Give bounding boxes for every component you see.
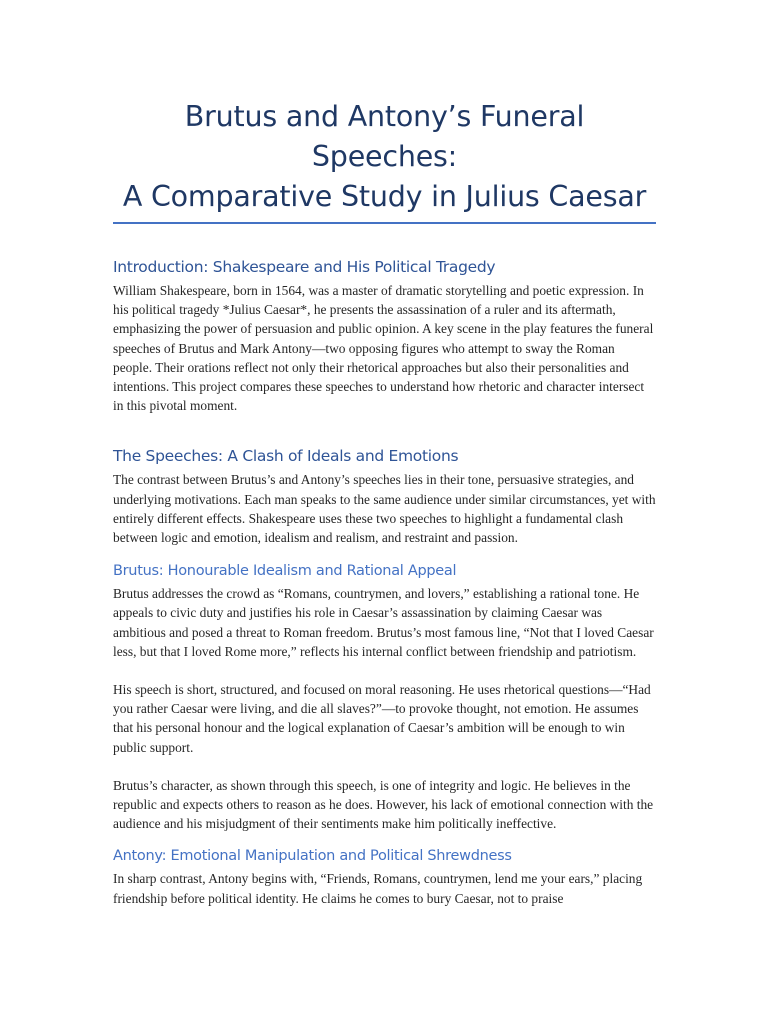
heading-speeches: The Speeches: A Clash of Ideals and Emotions — [113, 447, 459, 466]
subheading-brutus: Brutus: Honourable Idealism and Rational Appeal — [113, 563, 457, 580]
title-line-1: Brutus and Antony’s Funeral Speeches: — [184, 100, 585, 173]
paragraph-speeches: The contrast between Brutus’s and Antony’s speeches lies in their tone, persuasive strategies, and underlying motivations. Each man speaks to the same audience under similar circumstances, yet with entirely different effects. Shakespeare uses these two speeches to highlight a fundamental clash between logic and emotion, idealism and realism, and restraint and passion. — [113, 472, 656, 546]
heading-introduction: Introduction: Shakespeare and His Political Tragedy — [113, 258, 496, 276]
paragraph-introduction: William Shakespeare, born in 1564, was a master of dramatic storytelling and poetic expression. In his political tragedy *Julius Caesar*, he presents the assassination of a ruler and its aftermath, emphasizing the power of persuasion and public opinion. A key scene in the play features the funeral speeches of Brutus and Mark Antony—two opposing figures who attempt to sway the Roman people. Their orations reflect not only their rhetorical approaches but also their personalities and intentions. This project compares these speeches to understand how rhetoric and character intersect in this pivotal moment. — [113, 283, 654, 414]
title-line-2: A Comparative Study in Julius Caesar — [122, 180, 647, 213]
document-page — [113, 0, 656, 908]
subheading-antony: Antony: Emotional Manipulation and Political Shrewdness — [113, 848, 512, 865]
paragraph-brutus-1: Brutus addresses the crowd as “Romans, countrymen, and lovers,” establishing a rational tone. He appeals to civic duty and justifies his role in Caesar’s assassination by claiming Caesar was ambitious and posed a threat to Roman freedom. Brutus’s most famous line, “Not that I loved Caesar less, but that I loved Rome more,” reflects his internal conflict between friendship and patriotism. — [113, 586, 654, 659]
paragraph-brutus-2: His speech is short, structured, and focused on moral reasoning. He uses rhetorical questions—“Had you rather Caesar were living, and die all slaves?”—to provoke thought, not emotion. He assumes that his personal honour and the logical explanation of Caesar’s ambition will be enough to win public support. — [113, 682, 651, 755]
paragraph-antony-1: In sharp contrast, Antony begins with, “Friends, Romans, countrymen, lend me your ears,” placing friendship before political identity. He claims he comes to bury Caesar, not to praise — [113, 871, 643, 906]
paragraph-brutus-3: Brutus’s character, as shown through this speech, is one of integrity and logic. He believes in the republic and expects others to reason as he does. However, his lack of emotional connection with the audience and his misjudgment of their sentiments make him politically ineffective. — [113, 777, 654, 832]
document-title — [113, 97, 656, 222]
title-underline — [113, 222, 656, 224]
